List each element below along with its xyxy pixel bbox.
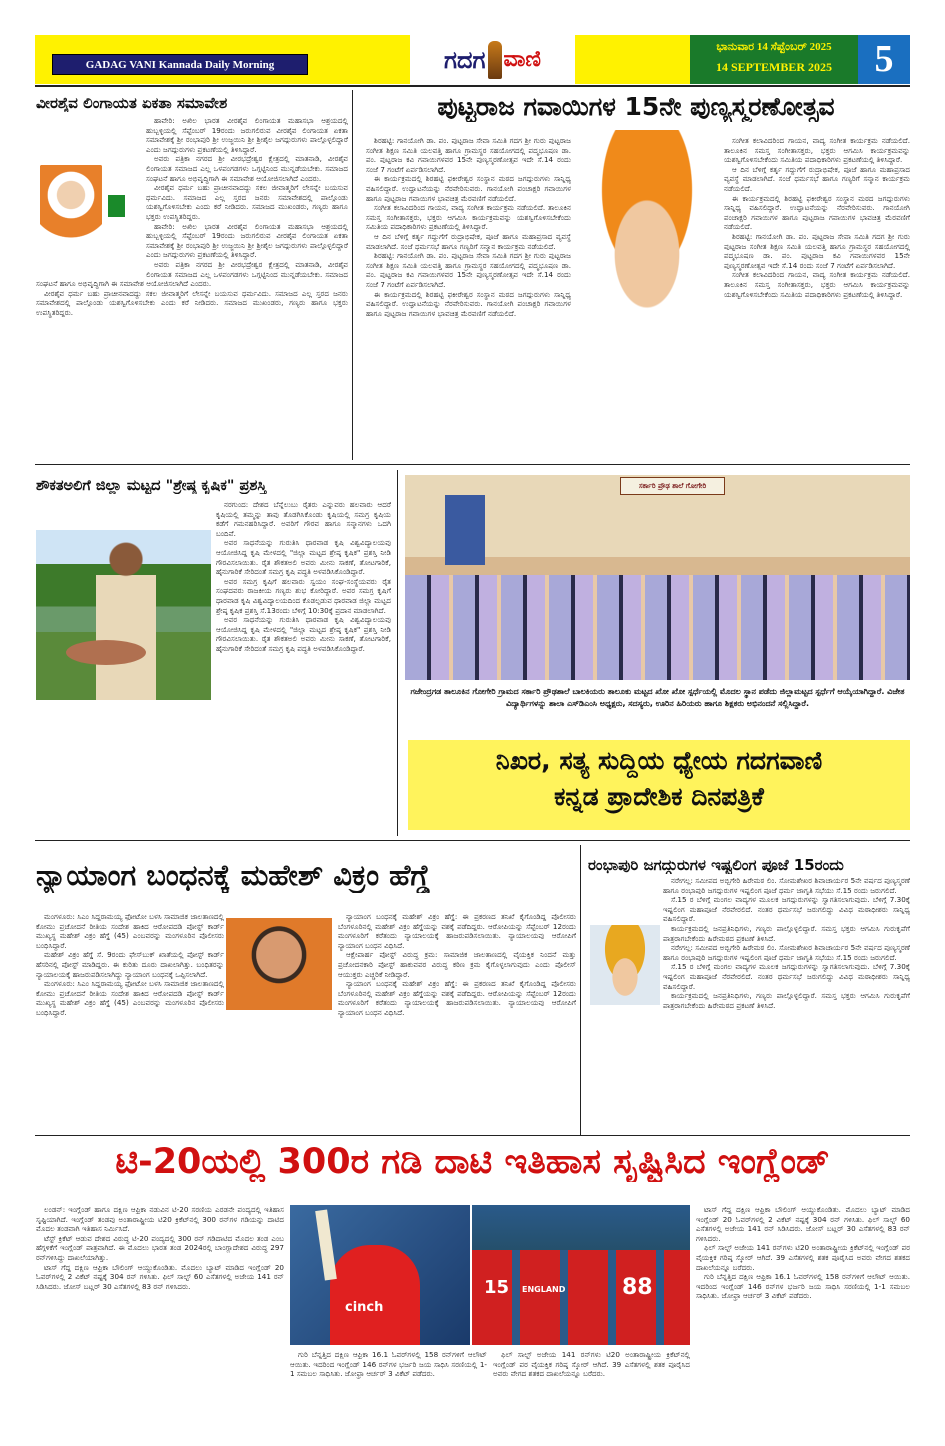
paragraph: ಹಾವೇರಿ: ಅಖಿಲ ಭಾರತ ವೀರಶೈವ ಲಿಂಗಾಯತ ಮಹಾಸಭಾ ಆಶ್ರಯದಲ್ಲಿ ಹುಬ್ಬಳ್ಳಿಯಲ್ಲಿ ಸೆಪ್ಟೆಂಬರ್ 19ರಂದು ಜರುಗಲಿರುವ ವೀರಶೈವ ಲಿಂಗಾಯತ ಏಕತಾ ಸಮಾವೇಶಕ್ಕೆ ಶ್ರೀ ರಂಭಾಪುರಿ ಶ್ರೀ ಉಜ್ಜಯಿನಿ ಶ್ರೀ ಶ್ರೀಶೈಲ ಜಗದ್ಗುರುಗಳು ಪಾಲ್ಗೊಳ್ಳಲಿದ್ದಾರೆ ಎಂದು ಜಗದ್ಗುರುಗಳು ಪ್ರಕಟಣೆಯಲ್ಲಿ ತಿಳಿಸಿದ್ದಾರೆ. — [146, 116, 348, 154]
paragraph: ಅವರ ಸಮಗ್ರ ಕೃಷಿಗೆ ಹಲವಾರು ಸ್ವಯಂ ಸಂಘ-ಸಂಸ್ಥೆಯವರು ರೈತ ಸಂಘದವರು ರಾಜಕೀಯ ಗಣ್ಯರು ಶುಭ ಕೋರಿದ್ದಾರೆ. ಅವರ ಸಮಗ್ರ ಕೃಷಿಗೆ ಧಾರವಾಡ ಕೃಷಿ ವಿಶ್ವವಿದ್ಯಾಲಯದಿಂದ ಕೊಡಲ್ಪಡುವ ಧಾರವಾಡ ಜಿಲ್ಲಾ ಮಟ್ಟದ ಶ್ರೇಷ್ಠ ಕೃಷಿಕ ಪ್ರಶಸ್ತಿ ಸೆ.13ರಂದು ಬೆಳಿಗ್ಗೆ 10:30ಕ್ಕೆ ಪ್ರದಾನ ಮಾಡಲಾಗಿದೆ. — [216, 576, 391, 615]
paragraph: ಟಾಸ್ ಗೆದ್ದ ದಕ್ಷಿಣ ಆಫ್ರಿಕಾ ಬೌಲಿಂಗ್ ಆಯ್ದುಕೊಂಡಿತು. ಮೊದಲು ಬ್ಯಾಟ್ ಮಾಡಿದ ಇಂಗ್ಲೆಂಡ್ 20 ಓವರ್‌ಗಳಲ್ಲಿ 2 ವಿಕೆಟ್ ನಷ್ಟಕ್ಕೆ 304 ರನ್ ಗಳಿಸಿತು. ಫಿಲ್ ಸಾಲ್ಟ್ 60 ಎಸೆತಗಳಲ್ಲಿ ಅಜೇಯ 141 ರನ್ ಸಿಡಿಸಿದರು. ಜೋಸ್ ಬಟ್ಲರ್ 30 ಎಸೆತಗಳಲ್ಲಿ 83 ರನ್ ಗಳಿಸಿದರು. — [696, 1205, 910, 1243]
paragraph: ಲಂಡನ್: ಇಂಗ್ಲೆಂಡ್ ಹಾಗೂ ದಕ್ಷಿಣ ಆಫ್ರಿಕಾ ನಡುವಿನ ಟಿ-20 ಸರಣಿಯ ಎರಡನೇ ಪಂದ್ಯದಲ್ಲಿ ಇತಿಹಾಸ ಸೃಷ್ಟಿಯಾಗಿದೆ. ಇಂಗ್ಲೆಂಡ್ ತಂಡವು ಅಂತಾರಾಷ್ಟ್ರೀಯ ಟಿ20 ಕ್ರಿಕೆಟ್‌ನಲ್ಲಿ 300 ರನ್‌ಗಳ ಗಡಿಯನ್ನು ದಾಟಿದ ಮೊದಲ ತಂಡವಾಗಿ ಇತಿಹಾಸ ನಿರ್ಮಿಸಿದೆ. — [36, 1205, 284, 1234]
logo-vani: ವಾಣಿ — [503, 47, 541, 72]
paragraph: ನ್ಯಾಯಾಂಗ ಬಂಧನಕ್ಕೆ ಮಹೇಶ್ ವಿಕ್ರಂ ಹೆಗ್ಡೆ: ಈ ಪ್ರಕರಣದ ತನಿಖೆ ಕೈಗೊಂಡಿದ್ದ ಪೊಲೀಸರು ಬೆಂಗಳೂರಿನಲ್ಲಿ ಮಹೇಶ್ ವಿಕ್ರಂ ಹೆಗ್ಡೆಯನ್ನು ವಶಕ್ಕೆ ಪಡೆದಿದ್ದರು. ಆರೋಪಿಯನ್ನು ಸೆಪ್ಟೆಂಬರ್ 12ರಂದು ಮಂಗಳೂರಿಗೆ ಕರೆತಂದು ನ್ಯಾಯಾಲಯಕ್ಕೆ ಹಾಜರುಪಡಿಸಲಾಯಿತು. ನ್ಯಾಯಾಲಯವು ಆರೋಪಿಗೆ ನ್ಯಾಯಾಂಗ ಬಂಧನ ವಿಧಿಸಿದೆ. — [338, 912, 576, 950]
students-group — [405, 575, 910, 680]
section-rule — [35, 464, 910, 465]
door — [445, 495, 485, 565]
paragraph: ಈ ಕಾರ್ಯಕ್ರಮದಲ್ಲಿ ಶಿರಹಟ್ಟಿ ಫಕೀರೇಶ್ವರ ಸಂಸ್ಥಾನ ಮಠದ ಜಗದ್ಗುರುಗಳು ಸಾನ್ನಿಧ್ಯ ವಹಿಸಲಿದ್ದಾರೆ. ಉದ್ಘಾಟನೆಯನ್ನು ನೆರವೇರಿಸುವರು. ಗಾನಯೋಗಿ ಪಂಚಾಕ್ಷರಿ ಗವಾಯಿಗಳ ಹಾಗೂ ಪುಟ್ಟರಾಜ ಗವಾಯಿಗಳ ಭಾವಚಿತ್ರ ಮೆರವಣಿಗೆ ನಡೆಯಲಿದೆ. — [724, 193, 910, 232]
paragraph: ಮಹೇಶ್ ವಿಕ್ರಂ ಹೆಗ್ಡೆ ಸೆ. 9ರಂದು ಫೇಸ್‌ಬುಕ್ ಖಾತೆಯಲ್ಲಿ ಪೋಸ್ಟ್ ಕಾರ್ಡ್ ಹೆಸರಿನಲ್ಲಿ ಪೋಸ್ಟ್ ಮಾಡಿದ್ದರು. ಈ ಕುರಿತು ದೂರು ದಾಖಲಾಗಿತ್ತು. ಬಂಧಿತರನ್ನು ನ್ಯಾಯಾಲಯಕ್ಕೆ ಹಾಜರುಪಡಿಸಲಾಗಿದ್ದು ನ್ಯಾಯಾಂಗ ಬಂಧನಕ್ಕೆ ಒಪ್ಪಿಸಲಾಗಿದೆ. — [36, 950, 224, 979]
paragraph: ಅವರು ಪತ್ರಿಕಾ ನಗರದ ಶ್ರೀ ವೀರಭದ್ರೇಶ್ವರ ಕ್ಷೇತ್ರದಲ್ಲಿ ಮಾತನಾಡಿ, ವೀರಶೈವ ಲಿಂಗಾಯತ ಸಮಾಜದ ಎಲ್ಲ ಒಳಪಂಗಡಗಳು ಒಗ್ಗಟ್ಟಿನಿಂದ ಮುನ್ನಡೆಯಬೇಕು. ಸಮಾಜದ ಸಂಘಟನೆ ಹಾಗೂ ಅಭಿವೃದ್ಧಿಗಾಗಿ ಈ ಸಮಾವೇಶ ಆಯೋಜಿಸಲಾಗಿದೆ ಎಂದರು. — [36, 259, 348, 289]
headline-england-t20: ಟಿ-20ಯಲ್ಲಿ 300ರ ಗಡಿ ದಾಟಿ ಇತಿಹಾಸ ಸೃಷ್ಟಿಸಿದ ಇಂಗ್ಲೆಂಡ್ — [115, 1142, 830, 1182]
page-number: 5 — [858, 35, 910, 84]
paragraph: ಸಂಗೀತ ಕಲಾವಿದರಿಂದ ಗಾಯನ, ವಾದ್ಯ ಸಂಗೀತ ಕಾರ್ಯಕ್ರಮ ನಡೆಯಲಿದೆ. ತಾಲೂಕಿನ ಸಮಸ್ತ ಸಂಗೀತಾಸಕ್ತರು, ಭಕ್ತರು ಆಗಮಿಸಿ ಕಾರ್ಯಕ್ರಮವನ್ನು ಯಶಸ್ವಿಗೊಳಿಸಬೇಕೆಂದು ಸಮಿತಿಯ ಪದಾಧಿಕಾರಿಗಳು ಪ್ರಕಟಣೆಯಲ್ಲಿ ತಿಳಿಸಿದ್ದಾರೆ. — [724, 136, 910, 165]
tagline-box — [52, 54, 308, 75]
paragraph: ಈ ಕಾರ್ಯಕ್ರಮದಲ್ಲಿ ಶಿರಹಟ್ಟಿ ಫಕೀರೇಶ್ವರ ಸಂಸ್ಥಾನ ಮಠದ ಜಗದ್ಗುರುಗಳು ಸಾನ್ನಿಧ್ಯ ವಹಿಸಲಿದ್ದಾರೆ. ಉದ್ಘಾಟನೆಯನ್ನು ನೆರವೇರಿಸುವರು. ಗಾನಯೋಗಿ ಪಂಚಾಕ್ಷರಿ ಗವಾಯಿಗಳ ಹಾಗೂ ಪುಟ್ಟರಾಜ ಗವಾಯಿಗಳ ಭಾವಚಿತ್ರ ಮೆರವಣಿಗೆ ನಡೆಯಲಿದೆ. — [366, 289, 571, 318]
column-divider — [397, 470, 398, 836]
paragraph: ಆಕ್ಷೇಪಾರ್ಹ ಪೋಸ್ಟ್ ವಿರುದ್ಧ ಕ್ರಮ: ಸಾಮಾಜಿಕ ಜಾಲತಾಣದಲ್ಲಿ ವೈಯಕ್ತಿಕ ನಿಂದನೆ ಮತ್ತು ಪ್ರಚೋದನಕಾರಿ ಪೋಸ್ಟ್ ಹಾಕುವವರ ವಿರುದ್ಧ ಕಠಿಣ ಕ್ರಮ ಕೈಗೊಳ್ಳಲಾಗುವುದು ಎಂದು ಪೊಲೀಸ್ ಆಯುಕ್ತರು ಎಚ್ಚರಿಕೆ ನೀಡಿದ್ದಾರೆ. — [338, 950, 576, 979]
puttaraja-photo — [572, 130, 722, 330]
article-body-england-right — [696, 1205, 910, 1410]
paragraph: ಕಾರ್ಯಕ್ರಮದಲ್ಲಿ ಜನಪ್ರತಿನಿಧಿಗಳು, ಗಣ್ಯರು ಪಾಲ್ಗೊಳ್ಳಲಿದ್ದಾರೆ. ಸಮಸ್ತ ಭಕ್ತರು ಆಗಮಿಸಿ ಗುರುಕೃಪೆಗೆ ಪಾತ್ರರಾಗಬೇಕೆಂದು ಹಿರೇಮಠದ ಪ್ರಕಟಣೆ ತಿಳಿಸಿದೆ. — [663, 923, 910, 943]
paragraph: ಶಿರಹಟ್ಟಿ: ಗಾನಯೋಗಿ ಡಾ. ಪಂ. ಪುಟ್ಟರಾಜ ಸೇವಾ ಸಮಿತಿ ಗದಗ ಶ್ರೀ ಗುರು ಪುಟ್ಟರಾಜ ಸಂಗೀತ ಶಿಕ್ಷಣ ಸಮಿತಿ ಯಲವತ್ತಿ ಹಾಗೂ ಗ್ರಾಮಸ್ಥರ ಸಹಯೋಗದಲ್ಲಿ ಪದ್ಮಭೂಷಣ ಡಾ. ಪಂ. ಪುಟ್ಟರಾಜ ಕವಿ ಗವಾಯಿಗಳವರ 15ನೇ ಪುಣ್ಯಸ್ಮರಣೋತ್ಸವ ಇದೇ ಸೆ.14 ರಂದು ಸಂಜೆ 7 ಗಂಟೆಗೆ ಏರ್ಪಡಿಸಲಾಗಿದೆ. — [724, 231, 910, 270]
paragraph: ಅವರ ಸಾಧನೆಯನ್ನು ಗುರುತಿಸಿ ಧಾರವಾಡ ಕೃಷಿ ವಿಶ್ವವಿದ್ಯಾಲಯವು ಆಯೋಜಿಸಿದ್ದ ಕೃಷಿ ಮೇಳದಲ್ಲಿ "ಜಿಲ್ಲಾ ಮಟ್ಟದ ಶ್ರೇಷ್ಠ ಕೃಷಿಕ" ಪ್ರಶಸ್ತಿ ನೀಡಿ ಗೌರವಿಸಲಾಯಿತು. ರೈತ ಶೌಕತಅಲಿ ಅವರು ಮೀನು ಸಾಕಣೆ, ತೋಟಗಾರಿಕೆ, ಹೈನುಗಾರಿಕೆ ಸೇರಿದಂತೆ ಸಮಗ್ರ ಕೃಷಿ ಪದ್ಧತಿ ಅಳವಡಿಸಿಕೊಂಡಿದ್ದಾರೆ. — [216, 538, 391, 577]
paragraph: ಸಂಗೀತ ಕಲಾವಿದರಿಂದ ಗಾಯನ, ವಾದ್ಯ ಸಂಗೀತ ಕಾರ್ಯಕ್ರಮ ನಡೆಯಲಿದೆ. ತಾಲೂಕಿನ ಸಮಸ್ತ ಸಂಗೀತಾಸಕ್ತರು, ಭಕ್ತರು ಆಗಮಿಸಿ ಕಾರ್ಯಕ್ರಮವನ್ನು ಯಶಸ್ವಿಗೊಳಿಸಬೇಕೆಂದು ಸಮಿತಿಯ ಪದಾಧಿಕಾರಿಗಳು ಪ್ರಕಟಣೆಯಲ್ಲಿ ತಿಳಿಸಿದ್ದಾರೆ. — [366, 203, 571, 232]
paragraph: ಫಿಲ್ ಸಾಲ್ಟ್ ಅಜೇಯ 141 ರನ್‌ಗಳು ಟಿ20 ಅಂತಾರಾಷ್ಟ್ರೀಯ ಕ್ರಿಕೆಟ್‌ನಲ್ಲಿ ಇಂಗ್ಲೆಂಡ್ ಪರ ವೈಯಕ್ತಿಕ ಗರಿಷ್ಠ ಸ್ಕೋರ್ ಆಗಿದೆ. 39 ಎಸೆತಗಳಲ್ಲಿ ಶತಕ ಪೂರೈಸಿದ ಅವರು ವೇಗದ ಶತಕದ ದಾಖಲೆಯನ್ನೂ ಬರೆದರು. — [696, 1243, 910, 1272]
paragraph: ಹಾವೇರಿ: ಅಖಿಲ ಭಾರತ ವೀರಶೈವ ಲಿಂಗಾಯತ ಮಹಾಸಭಾ ಆಶ್ರಯದಲ್ಲಿ ಹುಬ್ಬಳ್ಳಿಯಲ್ಲಿ ಸೆಪ್ಟೆಂಬರ್ 19ರಂದು ಜರುಗಲಿರುವ ವೀರಶೈವ ಲಿಂಗಾಯತ ಏಕತಾ ಸಮಾವೇಶಕ್ಕೆ ಶ್ರೀ ರಂಭಾಪುರಿ ಶ್ರೀ ಉಜ್ಜಯಿನಿ ಶ್ರೀ ಶ್ರೀಶೈಲ ಜಗದ್ಗುರುಗಳು ಪಾಲ್ಗೊಳ್ಳಲಿದ್ದಾರೆ ಎಂದು ಜಗದ್ಗುರುಗಳು ಪ್ರಕಟಣೆಯಲ್ಲಿ ತಿಳಿಸಿದ್ದಾರೆ. — [146, 221, 348, 260]
paragraph: ಅವರ ಸಾಧನೆಯನ್ನು ಗುರುತಿಸಿ ಧಾರವಾಡ ಕೃಷಿ ವಿಶ್ವವಿದ್ಯಾಲಯವು ಆಯೋಜಿಸಿದ್ದ ಕೃಷಿ ಮೇಳದಲ್ಲಿ "ಜಿಲ್ಲಾ ಮಟ್ಟದ ಶ್ರೇಷ್ಠ ಕೃಷಿಕ" ಪ್ರಶಸ್ತಿ ನೀಡಿ ಗೌರವಿಸಲಾಯಿತು. ರೈತ ಶೌಕತಅಲಿ ಅವರು ಮೀನು ಸಾಕಣೆ, ತೋಟಗಾರಿಕೆ, ಹೈನುಗಾರಿಕೆ ಸೇರಿದಂತೆ ಸಮಗ್ರ ಕೃಷಿ ಪದ್ಧತಿ ಅಳವಡಿಸಿಕೊಂಡಿದ್ದಾರೆ. — [216, 615, 391, 653]
school-sign: ಸರ್ಕಾರಿ ಪ್ರೌಢ ಶಾಲೆ ಗೋಗೇರಿ — [620, 477, 725, 495]
masthead-logo[interactable] — [410, 35, 575, 84]
date-kannada: ಭಾನುವಾರ 14 ಸೆಪ್ಟೆಂಬರ್ 2025 — [716, 41, 832, 53]
paragraph: ಮಂಗಳೂರು: ಸಿಎಂ ಸಿದ್ದರಾಮಯ್ಯ ಫೋಟೋ ಬಳಸಿ ಸಾಮಾಜಿಕ ಜಾಲತಾಣದಲ್ಲಿ ಕೋಮು ಪ್ರಚೋದನೆ ರೀತಿಯ ಸಂದೇಶ ಹಾಕಿದ ಆರೋಪದಡಿ ಪೋಸ್ಟ್ ಕಾರ್ಡ್ ಮುಖ್ಯಸ್ಥ ಮಹೇಶ್ ವಿಕ್ರಂ ಹೆಗ್ಡೆ (45) ಎಂಬವರನ್ನು ಮಂಗಳೂರಿನ ಪೊಲೀಸರು ಬಂಧಿಸಿದ್ದಾರೆ. — [36, 979, 224, 1017]
jersey-number-15: 15 — [484, 1277, 510, 1298]
article-body-hegde-right — [338, 912, 576, 1134]
england-team-photo — [472, 1205, 690, 1345]
paragraph: ಮಂಗಳೂರು: ಸಿಎಂ ಸಿದ್ದರಾಮಯ್ಯ ಫೋಟೋ ಬಳಸಿ ಸಾಮಾಜಿಕ ಜಾಲತಾಣದಲ್ಲಿ ಕೋಮು ಪ್ರಚೋದನೆ ರೀತಿಯ ಸಂದೇಶ ಹಾಕಿದ ಆರೋಪದಡಿ ಪೋಸ್ಟ್ ಕಾರ್ಡ್ ಮುಖ್ಯಸ್ಥ ಮಹೇಶ್ ವಿಕ್ರಂ ಹೆಗ್ಡೆ (45) ಎಂಬವರನ್ನು ಮಂಗಳೂರಿನ ಪೊಲೀಸರು ಬಂಧಿಸಿದ್ದಾರೆ. — [36, 912, 224, 950]
slogan-banner — [408, 740, 910, 830]
article-body-veerashaiva — [36, 116, 348, 456]
paragraph: ಸೆ.15 ರ ಬೆಳಿಗ್ಗೆ ಮಂಗಲ ವಾದ್ಯಗಳ ಮೂಲಕ ಜಗದ್ಗುರುಗಳನ್ನು ಸ್ವಾಗತಿಸಲಾಗುವುದು. ಬೆಳಿಗ್ಗೆ 7.30ಕ್ಕೆ ಇಷ್ಟಲಿಂಗ ಮಹಾಪೂಜೆ ನೆರವೇರಲಿದೆ. ನಂತರ ಧರ್ಮಸಭೆ ಜರುಗಲಿದ್ದು ವಿವಿಧ ಮಠಾಧೀಶರು ಸಾನ್ನಿಧ್ಯ ವಹಿಸಲಿದ್ದಾರೆ. — [663, 962, 910, 991]
column-divider — [580, 845, 581, 1135]
paragraph: ಸಂಗೀತ ಕಲಾವಿದರಿಂದ ಗಾಯನ, ವಾದ್ಯ ಸಂಗೀತ ಕಾರ್ಯಕ್ರಮ ನಡೆಯಲಿದೆ. ತಾಲೂಕಿನ ಸಮಸ್ತ ಸಂಗೀತಾಸಕ್ತರು, ಭಕ್ತರು ಆಗಮಿಸಿ ಕಾರ್ಯಕ್ರಮವನ್ನು ಯಶಸ್ವಿಗೊಳಿಸಬೇಕೆಂದು ಸಮಿತಿಯ ಪದಾಧಿಕಾರಿಗಳು ಪ್ರಕಟಣೆಯಲ್ಲಿ ತಿಳಿಸಿದ್ದಾರೆ. — [724, 270, 910, 299]
headline-puttaraja: ಪುಟ್ಟರಾಜ ಗವಾಯಿಗಳ 15ನೇ ಪುಣ್ಯಸ್ಮರಣೋತ್ಸವ — [437, 92, 835, 121]
batsman — [330, 1245, 420, 1345]
paragraph: ಗುರಿ ಬೆನ್ನತ್ತಿದ ದಕ್ಷಿಣ ಆಫ್ರಿಕಾ 16.1 ಓವರ್‌ಗಳಲ್ಲಿ 158 ರನ್‌ಗಳಿಗೆ ಆಲೌಟ್ ಆಯಿತು. ಇದರಿಂದ ಇಂಗ್ಲೆಂಡ್ 146 ರನ್‌ಗಳ ಭರ್ಜರಿ ಜಯ ಸಾಧಿಸಿ ಸರಣಿಯಲ್ಲಿ 1-1 ಸಮಬಲ ಸಾಧಿಸಿತು. ಜೋಫ್ರಾ ಆರ್ಚರ್ 3 ವಿಕೆಟ್ ಪಡೆದರು. — [696, 1272, 910, 1301]
paragraph: ಅವರು ಪತ್ರಿಕಾ ನಗರದ ಶ್ರೀ ವೀರಭದ್ರೇಶ್ವರ ಕ್ಷೇತ್ರದಲ್ಲಿ ಮಾತನಾಡಿ, ವೀರಶೈವ ಲಿಂಗಾಯತ ಸಮಾಜದ ಎಲ್ಲ ಒಳಪಂಗಡಗಳು ಒಗ್ಗಟ್ಟಿನಿಂದ ಮುನ್ನಡೆಯಬೇಕು. ಸಮಾಜದ ಸಂಘಟನೆ ಹಾಗೂ ಅಭಿವೃದ್ಧಿಗಾಗಿ ಈ ಸಮಾವೇಶ ಆಯೋಜಿಸಲಾಗಿದೆ ಎಂದರು. — [146, 154, 348, 183]
paragraph: ಟೆಸ್ಟ್ ಕ್ರಿಕೆಟ್ ಆಡುವ ದೇಶದ ವಿರುದ್ಧ ಟಿ-20 ಪಂದ್ಯದಲ್ಲಿ 300 ರನ್ ಗಡಿದಾಟಿದ ಮೊದಲ ತಂಡ ಎಂಬ ಹೆಗ್ಗಳಿಕೆಗೆ ಇಂಗ್ಲೆಂಡ್ ಪಾತ್ರವಾಗಿದೆ. ಈ ಮೊದಲು ಭಾರತ ತಂಡ 2024ರಲ್ಲಿ ಬಾಂಗ್ಲಾದೇಶದ ವಿರುದ್ಧ 297 ರನ್‌ಗಳಿಸಿದ್ದು ದಾಖಲೆಯಾಗಿತ್ತು. — [36, 1233, 284, 1262]
article-body-puttaraja-left — [366, 136, 571, 456]
date-box — [690, 35, 858, 84]
headline-krishika: ಶೌಕತಅಲಿಗೆ ಜಿಲ್ಲಾ ಮಟ್ಟದ "ಶ್ರೇಷ್ಠ ಕೃಷಿಕ" ಪ್ರಶಸ್ತಿ — [36, 478, 267, 494]
article-body-england-left — [36, 1205, 284, 1410]
section-rule — [35, 840, 910, 841]
tagline: GADAG VANI Kannada Daily Morning — [85, 59, 275, 71]
bat — [315, 1210, 337, 1281]
paragraph: ನ್ಯಾಯಾಂಗ ಬಂಧನಕ್ಕೆ ಮಹೇಶ್ ವಿಕ್ರಂ ಹೆಗ್ಡೆ: ಈ ಪ್ರಕರಣದ ತನಿಖೆ ಕೈಗೊಂಡಿದ್ದ ಪೊಲೀಸರು ಬೆಂಗಳೂರಿನಲ್ಲಿ ಮಹೇಶ್ ವಿಕ್ರಂ ಹೆಗ್ಡೆಯನ್ನು ವಶಕ್ಕೆ ಪಡೆದಿದ್ದರು. ಆರೋಪಿಯನ್ನು ಸೆಪ್ಟೆಂಬರ್ 12ರಂದು ಮಂಗಳೂರಿಗೆ ಕರೆತಂದು ನ್ಯಾಯಾಲಯಕ್ಕೆ ಹಾಜರುಪಡಿಸಲಾಯಿತು. ನ್ಯಾಯಾಲಯವು ಆರೋಪಿಗೆ ನ್ಯಾಯಾಂಗ ಬಂಧನ ವಿಧಿಸಿದೆ. — [338, 979, 576, 1017]
article-body-rambhapuri — [588, 876, 910, 1116]
column-divider — [352, 90, 353, 460]
header-rule — [35, 85, 910, 87]
paragraph: ಶಿರಹಟ್ಟಿ: ಗಾನಯೋಗಿ ಡಾ. ಪಂ. ಪುಟ್ಟರಾಜ ಸೇವಾ ಸಮಿತಿ ಗದಗ ಶ್ರೀ ಗುರು ಪುಟ್ಟರಾಜ ಸಂಗೀತ ಶಿಕ್ಷಣ ಸಮಿತಿ ಯಲವತ್ತಿ ಹಾಗೂ ಗ್ರಾಮಸ್ಥರ ಸಹಯೋಗದಲ್ಲಿ ಪದ್ಮಭೂಷಣ ಡಾ. ಪಂ. ಪುಟ್ಟರಾಜ ಕವಿ ಗವಾಯಿಗಳವರ 15ನೇ ಪುಣ್ಯಸ್ಮರಣೋತ್ಸವ ಇದೇ ಸೆ.14 ರಂದು ಸಂಜೆ 7 ಗಂಟೆಗೆ ಏರ್ಪಡಿಸಲಾಗಿದೆ. — [366, 251, 571, 289]
paragraph: ಆ ದಿನ ಬೆಳಿಗ್ಗೆ ಕರ್ತೃ ಗದ್ದುಗೆಗೆ ರುದ್ರಾಭಿಷೇಕ, ಪೂಜೆ ಹಾಗೂ ಮಹಾಪ್ರಸಾದ ವ್ಯವಸ್ಥೆ ಮಾಡಲಾಗಿದೆ. ಸಂಜೆ ಧರ್ಮಸಭೆ ಹಾಗೂ ಗಣ್ಯರಿಗೆ ಸನ್ಮಾನ ಕಾರ್ಯಕ್ರಮ ನಡೆಯಲಿದೆ. — [724, 164, 910, 193]
paragraph: ಫಿಲ್ ಸಾಲ್ಟ್ ಅಜೇಯ 141 ರನ್‌ಗಳು ಟಿ20 ಅಂತಾರಾಷ್ಟ್ರೀಯ ಕ್ರಿಕೆಟ್‌ನಲ್ಲಿ ಇಂಗ್ಲೆಂಡ್ ಪರ ವೈಯಕ್ತಿಕ ಗರಿಷ್ಠ ಸ್ಕೋರ್ ಆಗಿದೆ. 39 ಎಸೆತಗಳಲ್ಲಿ ಶತಕ ಪೂರೈಸಿದ ಅವರು ವೇಗದ ಶತಕದ ದಾಖಲೆಯನ್ನೂ ಬರೆದರು. — [493, 1350, 690, 1379]
article-body-krishika — [36, 500, 391, 832]
paragraph: ಆ ದಿನ ಬೆಳಿಗ್ಗೆ ಕರ್ತೃ ಗದ್ದುಗೆಗೆ ರುದ್ರಾಭಿಷೇಕ, ಪೂಜೆ ಹಾಗೂ ಮಹಾಪ್ರಸಾದ ವ್ಯವಸ್ಥೆ ಮಾಡಲಾಗಿದೆ. ಸಂಜೆ ಧರ್ಮಸಭೆ ಹಾಗೂ ಗಣ್ಯರಿಗೆ ಸನ್ಮಾನ ಕಾರ್ಯಕ್ರಮ ನಡೆಯಲಿದೆ. — [366, 231, 571, 251]
logo-gadag: ಗದಗ — [444, 45, 486, 74]
paragraph: ಶಿರಹಟ್ಟಿ: ಗಾನಯೋಗಿ ಡಾ. ಪಂ. ಪುಟ್ಟರಾಜ ಸೇವಾ ಸಮಿತಿ ಗದಗ ಶ್ರೀ ಗುರು ಪುಟ್ಟರಾಜ ಸಂಗೀತ ಶಿಕ್ಷಣ ಸಮಿತಿ ಯಲವತ್ತಿ ಹಾಗೂ ಗ್ರಾಮಸ್ಥರ ಸಹಯೋಗದಲ್ಲಿ ಪದ್ಮಭೂಷಣ ಡಾ. ಪಂ. ಪುಟ್ಟರಾಜ ಕವಿ ಗವಾಯಿಗಳವರ 15ನೇ ಪುಣ್ಯಸ್ಮರಣೋತ್ಸವ ಇದೇ ಸೆ.14 ರಂದು ಸಂಜೆ 7 ಗಂಟೆಗೆ ಏರ್ಪಡಿಸಲಾಗಿದೆ. — [366, 136, 571, 174]
article-body-england-mid — [290, 1350, 690, 1412]
slogan-line-2: ಕನ್ನಡ ಪ್ರಾದೇಶಿಕ ದಿನಪತ್ರಿಕೆ — [554, 782, 764, 811]
article-body-puttaraja-right — [724, 136, 910, 456]
paragraph: ಈ ಕಾರ್ಯಕ್ರಮದಲ್ಲಿ ಶಿರಹಟ್ಟಿ ಫಕೀರೇಶ್ವರ ಸಂಸ್ಥಾನ ಮಠದ ಜಗದ್ಗುರುಗಳು ಸಾನ್ನಿಧ್ಯ ವಹಿಸಲಿದ್ದಾರೆ. ಉದ್ಘಾಟನೆಯನ್ನು ನೆರವೇರಿಸುವರು. ಗಾನಯೋಗಿ ಪಂಚಾಕ್ಷರಿ ಗವಾಯಿಗಳ ಹಾಗೂ ಪುಟ್ಟರಾಜ ಗವಾಯಿಗಳ ಭಾವಚಿತ್ರ ಮೆರವಣಿಗೆ ನಡೆಯಲಿದೆ. — [366, 174, 571, 203]
headline-rambhapuri: ರಂಭಾಪುರಿ ಜಗದ್ಗುರುಗಳ ಇಷ್ಟಲಿಂಗ ಪೂಜೆ 15ರಂದು — [588, 856, 844, 874]
paragraph: ನರಗುಂದ: ದೇಶದ ಬೆನ್ನೆಲುಬು ರೈತರು ಎನ್ನುವರು ಹಲವಾರು ಆದರೆ ಕೃಷಿಯಲ್ಲಿ ತಮ್ಮನ್ನು ತಾವು ತೊಡಗಿಸಿಕೊಂಡು ಕೃಷಿಯಲ್ಲಿ ಸಮಗ್ರ ಕೃಷಿಯ ಕಡೆಗೆ ಗಮನಹರಿಸಿದ್ದಾರೆ. ಅವರಿಗೆ ಗೌರವ ಹಾಗೂ ಸನ್ಮಾನಗಳು ಒದಗಿ ಬಂದಿವೆ. — [216, 500, 391, 538]
headline-veerashaiva: ವೀರಶೈವ ಲಿಂಗಾಯತ ಏಕತಾ ಸಮಾವೇಶ — [36, 94, 228, 112]
photo-caption-kho-kho: ಗಜೇಂದ್ರಗಡ ತಾಲೂಕಿನ ಗೋಗೇರಿ ಗ್ರಾಮದ ಸರ್ಕಾರಿ ಪ್ರೌಢಶಾಲೆ ಬಾಲಕಿಯರು ತಾಲೂಕು ಮಟ್ಟದ ಖೋ ಖೋ ಸ್ಪರ್ಧೆಯಲ್ಲಿ ಮೊದಲ ಸ್ಥಾನ ಪಡೆದು ಜಿಲ್ಲಾಮಟ್ಟದ ಸ್ಪರ್ಧೆಗೆ ಆಯ್ಕೆಯಾಗಿದ್ದಾರೆ. ವಿಜೇತ ವಿದ್ಯಾರ್ಥಿಗಳನ್ನು ಶಾಲಾ ಎಸ್‌ಡಿಎಂಸಿ ಅಧ್ಯಕ್ಷರು, ಸದಸ್ಯರು, ಊರಿನ ಹಿರಿಯರು ಹಾಗೂ ಶಿಕ್ಷಕರು ಅಭಿನಂದನೆ ಸಲ್ಲಿಸಿದ್ದಾರೆ. — [410, 687, 905, 708]
paragraph: ಗುರಿ ಬೆನ್ನತ್ತಿದ ದಕ್ಷಿಣ ಆಫ್ರಿಕಾ 16.1 ಓವರ್‌ಗಳಲ್ಲಿ 158 ರನ್‌ಗಳಿಗೆ ಆಲೌಟ್ ಆಯಿತು. ಇದರಿಂದ ಇಂಗ್ಲೆಂಡ್ 146 ರನ್‌ಗಳ ಭರ್ಜರಿ ಜಯ ಸಾಧಿಸಿ ಸರಣಿಯಲ್ಲಿ 1-1 ಸಮಬಲ ಸಾಧಿಸಿತು. ಜೋಫ್ರಾ ಆರ್ಚರ್ 3 ವಿಕೆಟ್ ಪಡೆದರು. — [290, 1350, 487, 1379]
paragraph: ಸೆ.15 ರ ಬೆಳಿಗ್ಗೆ ಮಂಗಲ ವಾದ್ಯಗಳ ಮೂಲಕ ಜಗದ್ಗುರುಗಳನ್ನು ಸ್ವಾಗತಿಸಲಾಗುವುದು. ಬೆಳಿಗ್ಗೆ 7.30ಕ್ಕೆ ಇಷ್ಟಲಿಂಗ ಮಹಾಪೂಜೆ ನೆರವೇರಲಿದೆ. ನಂತರ ಧರ್ಮಸಭೆ ಜರುಗಲಿದ್ದು ವಿವಿಧ ಮಠಾಧೀಶರು ಸಾನ್ನಿಧ್ಯ ವಹಿಸಲಿದ್ದಾರೆ. — [663, 895, 910, 924]
section-rule — [35, 1135, 910, 1136]
paragraph: ನರೇಗಲ್ಲ: ಸಮೀಪದ ಅಬ್ಬಿಗೇರಿ ಹಿರೇಮಠ ಲಿಂ. ಸೋಮಶೇಖರ ಶಿವಾಚಾರ್ಯರ 5ನೇ ವರ್ಷದ ಪುಣ್ಯಸ್ಮರಣೆ ಹಾಗೂ ರಂಭಾಪುರಿ ಜಗದ್ಗುರುಗಳ ಇಷ್ಟಲಿಂಗ ಪೂಜೆ ಧರ್ಮ ಜಾಗೃತಿ ಸಭೆಯು ಸೆ.15 ರಂದು ಜರುಗಲಿದೆ. — [663, 943, 910, 962]
statue-icon — [488, 41, 502, 79]
date-english: 14 SEPTEMBER 2025 — [715, 60, 832, 74]
headline-hegde: ನ್ಯಾಯಾಂಗ ಬಂಧನಕ್ಕೆ ಮಹೇಶ್ ವಿಕ್ರಂ ಹೆಗ್ಡೆ — [36, 858, 431, 892]
paragraph: ಟಾಸ್ ಗೆದ್ದ ದಕ್ಷಿಣ ಆಫ್ರಿಕಾ ಬೌಲಿಂಗ್ ಆಯ್ದುಕೊಂಡಿತು. ಮೊದಲು ಬ್ಯಾಟ್ ಮಾಡಿದ ಇಂಗ್ಲೆಂಡ್ 20 ಓವರ್‌ಗಳಲ್ಲಿ 2 ವಿಕೆಟ್ ನಷ್ಟಕ್ಕೆ 304 ರನ್ ಗಳಿಸಿತು. ಫಿಲ್ ಸಾಲ್ಟ್ 60 ಎಸೆತಗಳಲ್ಲಿ ಅಜೇಯ 141 ರನ್ ಸಿಡಿಸಿದರು. ಜೋಸ್ ಬಟ್ಲರ್ 30 ಎಸೆತಗಳಲ್ಲಿ 83 ರನ್ ಗಳಿಸಿದರು. — [36, 1262, 284, 1291]
paragraph: ನರೇಗಲ್ಲ: ಸಮೀಪದ ಅಬ್ಬಿಗೇರಿ ಹಿರೇಮಠ ಲಿಂ. ಸೋಮಶೇಖರ ಶಿವಾಚಾರ್ಯರ 5ನೇ ವರ್ಷದ ಪುಣ್ಯಸ್ಮರಣೆ ಹಾಗೂ ರಂಭಾಪುರಿ ಜಗದ್ಗುರುಗಳ ಇಷ್ಟಲಿಂಗ ಪೂಜೆ ಧರ್ಮ ಜಾಗೃತಿ ಸಭೆಯು ಸೆ.15 ರಂದು ಜರುಗಲಿದೆ. — [663, 876, 910, 895]
salt-celebration-photo — [290, 1205, 470, 1345]
paragraph: ವೀರಶೈವ ಧರ್ಮ ಬಹು ಪ್ರಾಚೀನವಾದದ್ದು ಸಕಲ ಜೀವಾತ್ಮರಿಗೆ ಲೇಸನ್ನೇ ಬಯಸುವ ಧರ್ಮವಿದು. ಸಮಾಜದ ಎಲ್ಲ ಸ್ತರದ ಜನರು ಸಮಾವೇಶದಲ್ಲಿ ಪಾಲ್ಗೊಂಡು ಯಶಸ್ವಿಗೊಳಿಸಬೇಕು ಎಂದು ಕರೆ ನೀಡಿದರು. ಸಮಾಜದ ಮುಖಂಡರು, ಗಣ್ಯರು ಹಾಗೂ ಭಕ್ತರು ಉಪಸ್ಥಿತರಿದ್ದರು. — [146, 183, 348, 221]
slogan-line-1: ನಿಖರ, ಸತ್ಯ ಸುದ್ದಿಯ ಧ್ಯೇಯ ಗದಗವಾಣಿ — [495, 746, 823, 775]
jersey-team: ENGLAND — [522, 1285, 566, 1294]
header-mid-band — [575, 35, 690, 84]
jersey-sponsor: cinch — [345, 1300, 384, 1315]
paragraph: ಕಾರ್ಯಕ್ರಮದಲ್ಲಿ ಜನಪ್ರತಿನಿಧಿಗಳು, ಗಣ್ಯರು ಪಾಲ್ಗೊಳ್ಳಲಿದ್ದಾರೆ. ಸಮಸ್ತ ಭಕ್ತರು ಆಗಮಿಸಿ ಗುರುಕೃಪೆಗೆ ಪಾತ್ರರಾಗಬೇಕೆಂದು ಹಿರೇಮಠದ ಪ್ರಕಟಣೆ ತಿಳಿಸಿದೆ. — [663, 991, 910, 1010]
article-body-hegde-left — [36, 912, 336, 1134]
paragraph: ವೀರಶೈವ ಧರ್ಮ ಬಹು ಪ್ರಾಚೀನವಾದದ್ದು ಸಕಲ ಜೀವಾತ್ಮರಿಗೆ ಲೇಸನ್ನೇ ಬಯಸುವ ಧರ್ಮವಿದು. ಸಮಾಜದ ಎಲ್ಲ ಸ್ತರದ ಜನರು ಸಮಾವೇಶದಲ್ಲಿ ಪಾಲ್ಗೊಂಡು ಯಶಸ್ವಿಗೊಳಿಸಬೇಕು ಎಂದು ಕರೆ ನೀಡಿದರು. ಸಮಾಜದ ಮುಖಂಡರು, ಗಣ್ಯರು ಹಾಗೂ ಭಕ್ತರು ಉಪಸ್ಥಿತರಿದ್ದರು. — [36, 288, 348, 317]
jersey-number-88: 88 — [622, 1275, 653, 1300]
kho-kho-team-photo — [405, 475, 910, 680]
